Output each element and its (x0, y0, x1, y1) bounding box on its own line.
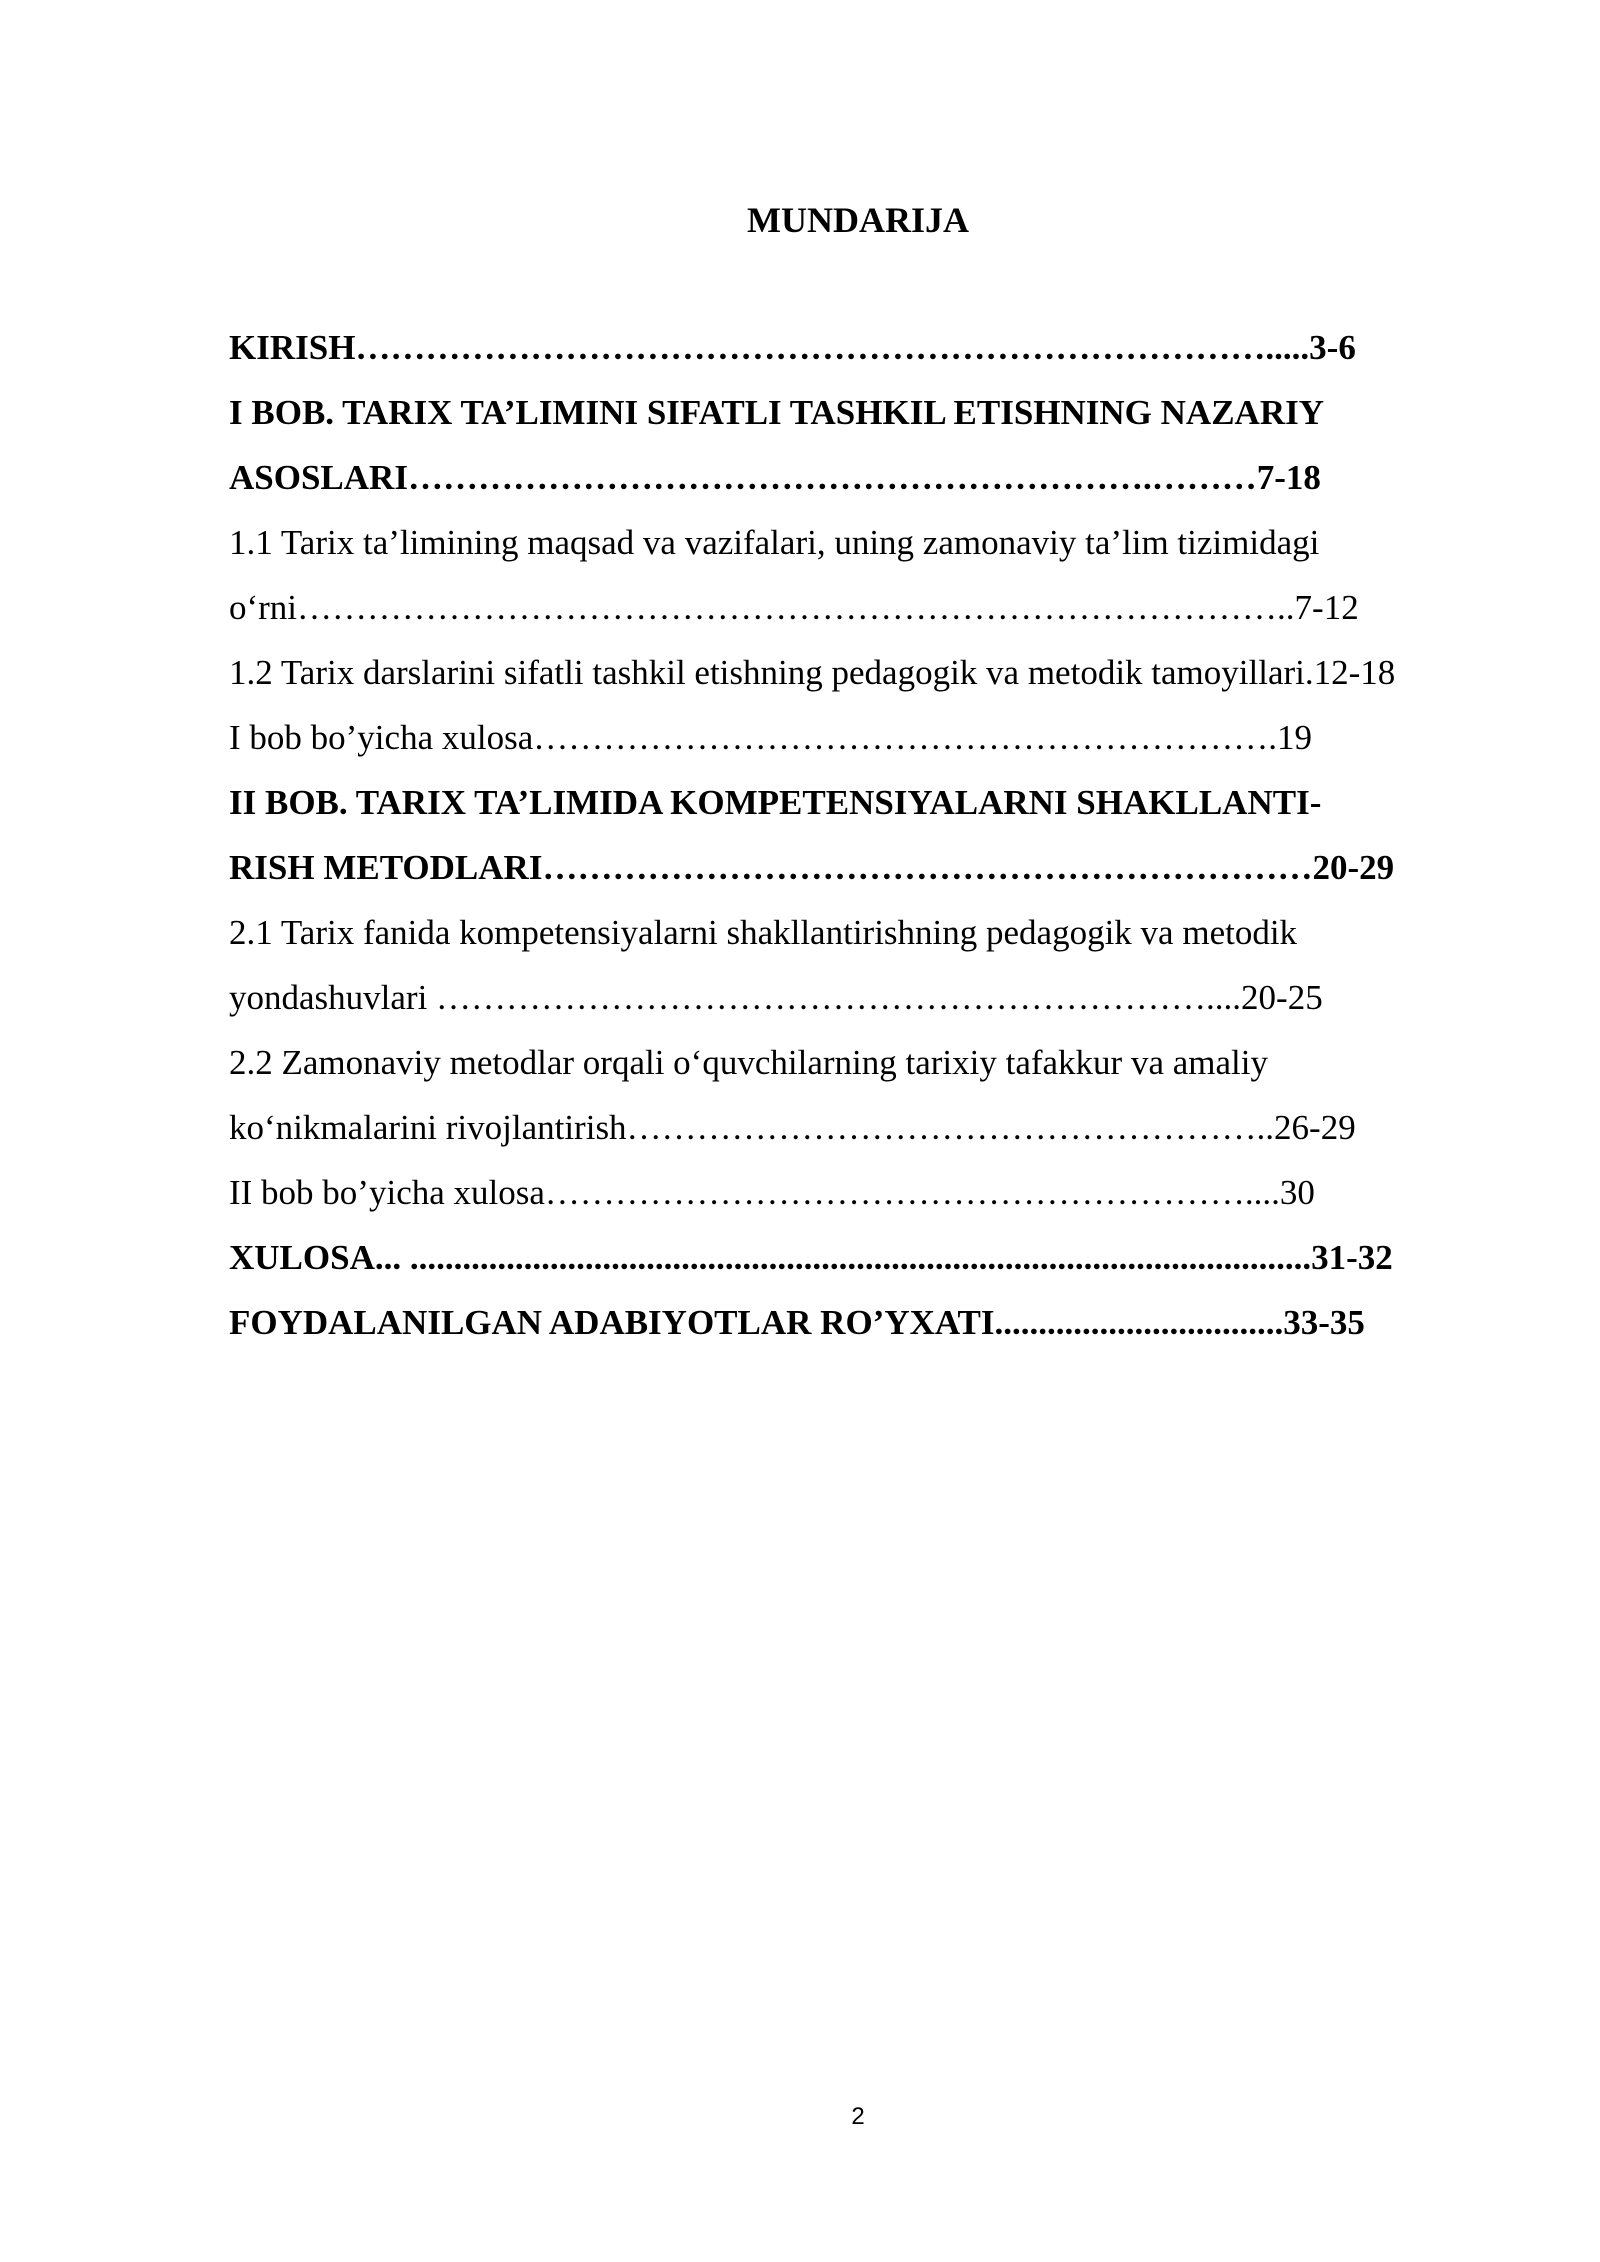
table-of-contents (229, 322, 1499, 1362)
toc-line: 2.2 Zamonaviy metodlar orqali o‘quvchilarning tarixiy tafakkur va amaliy (229, 1043, 1268, 1082)
toc-line: 2.1 Tarix fanida kompetensiyalarni shakllantirishning pedagogik va metodik (229, 913, 1298, 952)
toc-line: RISH METODLARI…………………………………………………………20-29 (229, 848, 1395, 887)
toc-line: FOYDALANILGAN ADABIYOTLAR RO’YXATI.................................33-35 (229, 1303, 1365, 1342)
toc-line: I BOB. TARIX TA’LIMINI SIFATLI TASHKIL ETISHNING NAZARIY (229, 393, 1324, 432)
toc-line: KIRISH…………………………………………………………………….....3-6 (229, 328, 1356, 367)
page-number: 2 (851, 2103, 865, 2130)
toc-line: o‘rni…………………………………………………………………………..7-12 (229, 588, 1359, 627)
toc-line: 1.1 Tarix ta’limining maqsad va vazifalari, uning zamonaviy ta’lim tizimidagi (229, 523, 1320, 562)
toc-line: II bob bo’yicha xulosa……………………………………………………....30 (229, 1173, 1315, 1212)
toc-line: yondashuvlari …………………………………………………………....20-25 (229, 978, 1323, 1017)
toc-line: II BOB. TARIX TA’LIMIDA KOMPETENSIYALARNI SHAKLLANTI- (229, 783, 1322, 822)
toc-line: 1.2 Tarix darslarini sifatli tashkil etishning pedagogik va metodik tamoyillari.12-18 (229, 653, 1396, 692)
toc-line: I bob bo’yicha xulosa……………………………………………………….19 (229, 718, 1312, 757)
page-title: MUNDARIJA (747, 200, 969, 240)
toc-line: ASOSLARI……………………………………………………….………7-18 (229, 458, 1321, 497)
toc-line: XULOSA... .......................................................................................................31-32 (229, 1238, 1393, 1277)
toc-line: ko‘nikmalarini rivojlantirish………………………………………………..26-29 (229, 1108, 1356, 1147)
